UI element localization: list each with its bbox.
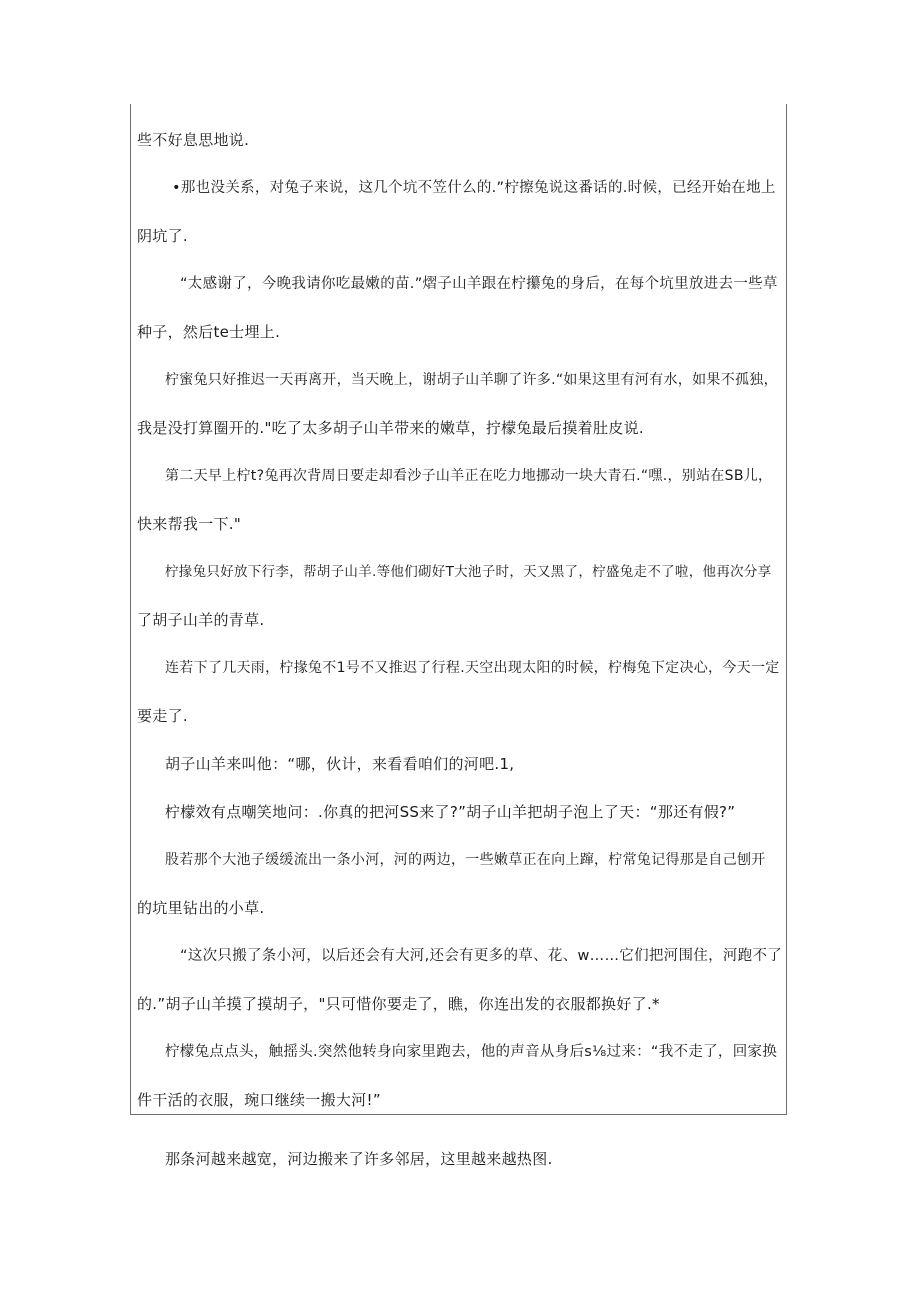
- text-line: 的坑里钻出的小草.: [137, 899, 265, 917]
- text-line: 柠檬兔点点头，触摇头.突然他转身向家里跑去，他的声音从身后s⅛过来：“我不走了，回家换: [165, 1044, 778, 1060]
- text-line: 股若那个大池子缓缓流出一条小河，河的两边，一些嫩草正在向上蹿，柠常兔记得那是自己刨开: [165, 852, 766, 868]
- text-line: 件干活的衣服，琬口继续一搬大河!”: [137, 1091, 381, 1109]
- text-line: 种子，然后te士埋上.: [137, 323, 281, 341]
- text-line: 柠檬效有点嘲笑地问：.你真的把河SS来了?”胡子山羊把胡子泡上了天：“那还有假?”: [165, 803, 736, 821]
- text-line: 了胡子山羊的青草.: [137, 611, 265, 629]
- text-line: 要走了.: [137, 707, 188, 725]
- text-line: 连若下了几天雨，柠掾兔不1号不又推迟了行程.天空出现太阳的时候，柠梅兔下定决心，今天一定: [165, 660, 780, 676]
- text-line: 胡子山羊来叫他：“哪，伙计，来看看咱们的河吧.1,: [165, 755, 515, 773]
- text-line: “太感谢了，今晚我请你吃最嫩的苗.”熠子山羊跟在柠攥兔的身后，在每个坑里放进去一些草: [180, 276, 778, 292]
- text-line: 的.”胡子山羊摸了摸胡子，"只可惜你要走了，瞧，你连出发的衣服都换好了.*: [137, 995, 660, 1013]
- after-box-paragraph: 那条河越来越宽，河边搬来了许多邻居，这里越来越热图.: [165, 1150, 553, 1168]
- text-line: “这次只搬了条小河，以后还会有大河,还会有更多的草、花、w……它们把河围住，河跑不了: [180, 948, 783, 964]
- text-line: 快来帮我一下.": [137, 515, 242, 533]
- text-line: 我是没打算圈开的."吃了太多胡子山羊带来的嫩草，拧檬兔最后摸着肚皮说.: [137, 419, 644, 437]
- text-line: 第二天早上柠t?兔再次背周日要走却看沙子山羊正在吃力地挪动一块大青石.“嘿.，别站在SB儿，: [165, 468, 773, 484]
- text-line: 柠掾兔只好放下行李，帮胡子山羊.等他们砌好T大池子时，天又黑了，柠盛兔走不了啦，他再次分享: [165, 564, 772, 580]
- text-line: 些不好息思地说.: [137, 131, 250, 149]
- text-line: 柠蜜兔只好推迟一天再离开，当天晚上，谢胡子山羊聊了许多.“如果这里有河有水，如果不孤独，: [165, 372, 778, 388]
- text-line: 阴坑了.: [137, 227, 188, 245]
- text-line: •那也没关系，对兔子来说，这几个坑不笠什么的.”柠擦兔说这番话的.时候，已经开始在地上: [172, 180, 776, 196]
